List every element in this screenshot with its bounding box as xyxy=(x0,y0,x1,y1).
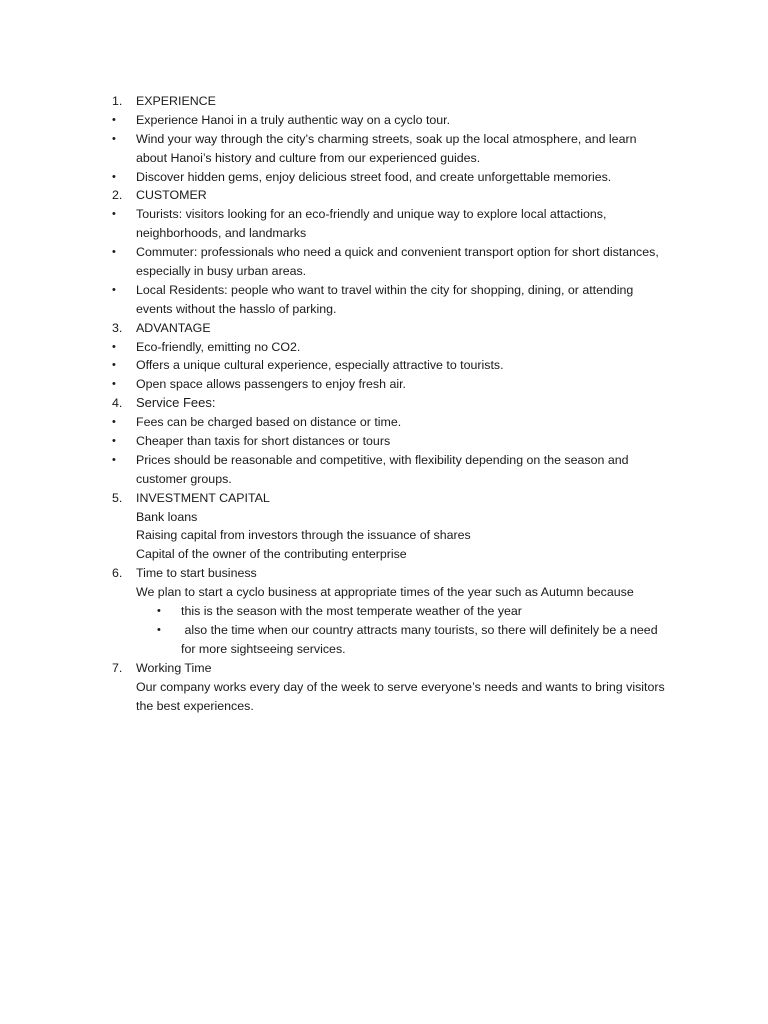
bullet-icon: • xyxy=(112,435,116,448)
paragraph-line xyxy=(0,526,768,545)
bullet-icon: • xyxy=(112,453,116,466)
sub-list-item-continuation xyxy=(0,640,768,659)
list-item-continuation xyxy=(0,224,768,243)
section-title: ADVANTAGE xyxy=(136,320,211,335)
body-text: Our company works every day of the week to serve everyone’s needs and wants to bring visitors xyxy=(136,679,665,694)
bullet-text: Open space allows passengers to enjoy fresh air. xyxy=(136,377,406,392)
list-item-continuation xyxy=(0,262,768,281)
list-item xyxy=(0,451,768,470)
list-item xyxy=(0,281,768,300)
list-item-continuation xyxy=(0,300,768,319)
section-heading xyxy=(0,92,768,111)
bullet-text: Offers a unique cultural experience, especially attractive to tourists. xyxy=(136,358,504,373)
sub-list-item xyxy=(0,602,768,621)
bullet-text: Discover hidden gems, enjoy delicious street food, and create unforgettable memories. xyxy=(136,169,612,184)
sub-list-item xyxy=(0,621,768,640)
bullet-icon: • xyxy=(112,340,116,353)
bullet-icon: • xyxy=(112,170,116,183)
list-item xyxy=(0,356,768,375)
bullet-icon: • xyxy=(112,208,116,221)
paragraph-line xyxy=(0,583,768,602)
bullet-text: this is the season with the most temperate weather of the year xyxy=(181,604,522,619)
bullet-text: also the time when our country attracts many tourists, so there will definitely be a need xyxy=(181,622,658,637)
section-heading xyxy=(0,186,768,205)
section-heading xyxy=(0,489,768,508)
section-heading xyxy=(0,659,768,678)
body-text: Bank loans xyxy=(136,509,198,524)
paragraph-line xyxy=(0,508,768,527)
list-item-continuation xyxy=(0,149,768,168)
bullet-text: Fees can be charged based on distance or time. xyxy=(136,415,402,430)
section-title: Working Time xyxy=(136,660,212,675)
list-number: 5. xyxy=(112,490,123,505)
document-body xyxy=(0,92,768,715)
list-item xyxy=(0,168,768,187)
bullet-text: Wind your way through the city’s charming streets, soak up the local atmosphere, and learn xyxy=(136,131,637,146)
bullet-text: Eco-friendly, emitting no CO2. xyxy=(136,339,301,354)
list-item xyxy=(0,375,768,394)
body-text: the best experiences. xyxy=(136,698,254,713)
bullet-icon: • xyxy=(112,246,116,259)
section-title: Service Fees: xyxy=(136,395,216,411)
bullet-text: Prices should be reasonable and competitive, with flexibility depending on the season and xyxy=(136,452,629,467)
section-title: Time to start business xyxy=(136,566,257,581)
section-heading xyxy=(0,394,768,413)
list-item xyxy=(0,338,768,357)
list-number: 7. xyxy=(112,660,123,675)
list-number: 3. xyxy=(112,320,123,335)
bullet-text: neighborhoods, and landmarks xyxy=(136,226,307,241)
bullet-text: customer groups. xyxy=(136,471,232,486)
list-item xyxy=(0,130,768,149)
section-heading xyxy=(0,319,768,338)
section-title: INVESTMENT CAPITAL xyxy=(136,490,270,505)
bullet-icon: • xyxy=(112,359,116,372)
bullet-icon: • xyxy=(112,416,116,429)
bullet-text: Cheaper than taxis for short distances or tours xyxy=(136,434,391,449)
list-number: 1. xyxy=(112,94,123,108)
paragraph-line xyxy=(0,545,768,564)
list-item xyxy=(0,432,768,451)
list-item-continuation xyxy=(0,470,768,489)
bullet-icon: • xyxy=(157,623,161,636)
body-text: We plan to start a cyclo business at appropriate times of the year such as Autumn because xyxy=(136,585,634,600)
bullet-text: Experience Hanoi in a truly authentic way on a cyclo tour. xyxy=(136,112,451,127)
list-item xyxy=(0,413,768,432)
bullet-text: especially in busy urban areas. xyxy=(136,264,307,279)
section-heading xyxy=(0,564,768,583)
list-item xyxy=(0,111,768,130)
list-number: 2. xyxy=(112,188,123,203)
bullet-icon: • xyxy=(112,132,116,145)
bullet-icon: • xyxy=(112,113,116,126)
bullet-text: Local Residents: people who want to travel within the city for shopping, dining, or attending xyxy=(136,282,634,297)
bullet-icon: • xyxy=(157,605,161,618)
bullet-text: about Hanoi’s history and culture from our experienced guides. xyxy=(136,150,481,165)
section-title: EXPERIENCE xyxy=(136,94,216,108)
bullet-text: for more sightseeing services. xyxy=(181,641,346,656)
bullet-text: Commuter: professionals who need a quick and convenient transport option for short distances, xyxy=(136,245,659,260)
section-title: CUSTOMER xyxy=(136,188,207,203)
list-item xyxy=(0,243,768,262)
list-item xyxy=(0,205,768,224)
paragraph-line xyxy=(0,697,768,716)
bullet-icon: • xyxy=(112,378,116,391)
body-text: Capital of the owner of the contributing enterprise xyxy=(136,547,407,562)
bullet-text: Tourists: visitors looking for an eco-friendly and unique way to explore local attactions, xyxy=(136,207,607,222)
body-text: Raising capital from investors through the issuance of shares xyxy=(136,528,471,543)
bullet-icon: • xyxy=(112,283,116,296)
list-number: 6. xyxy=(112,566,123,581)
list-number: 4. xyxy=(112,396,123,411)
bullet-text: events without the hasslo of parking. xyxy=(136,301,337,316)
paragraph-line xyxy=(0,678,768,697)
